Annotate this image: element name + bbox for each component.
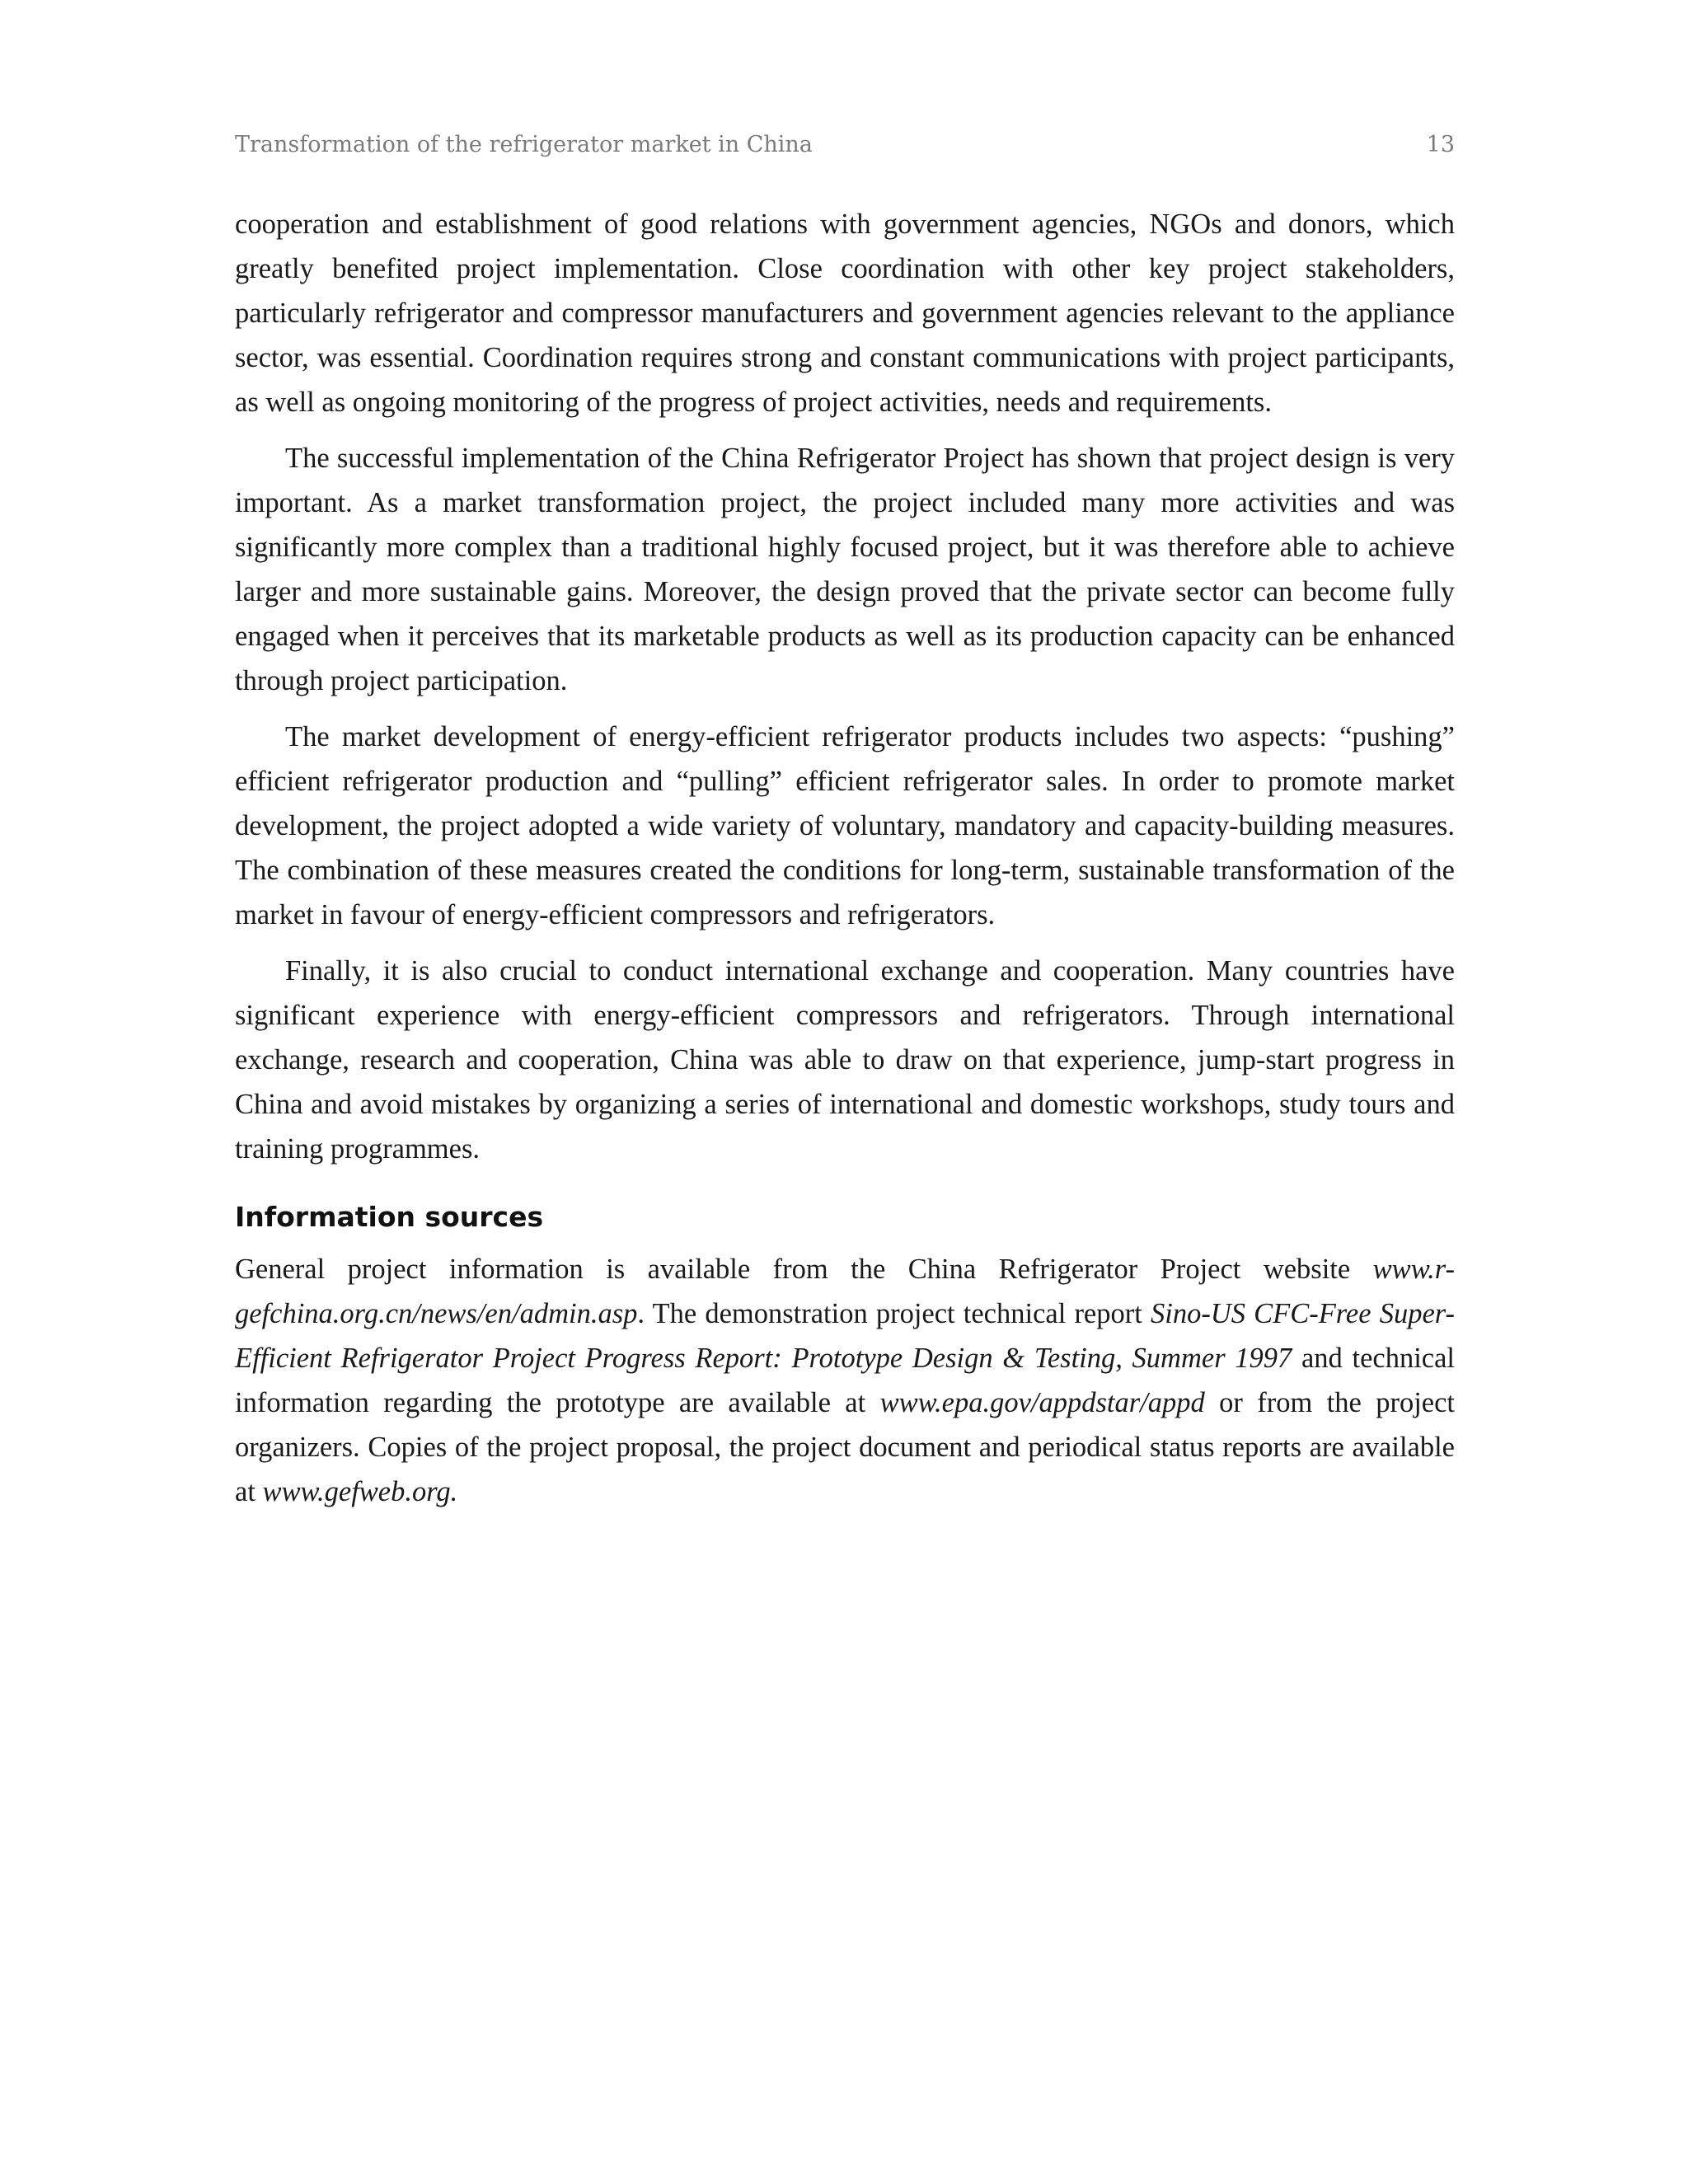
paragraph-project-design: The successful implementation of the China Refrigerator Project has shown that project design is very important. As a market transformation project, the project included many more activities and was significantly more complex than a traditional highly focused project, but it was therefore able to achieve larger and more sustainable gains. Moreover, the design proved that the private sector can become fully engaged when it perceives that its marketable products as well as its production capacity can be enhanced through project participation. xyxy=(235,443,1455,696)
sources-text-4: or from the project organizers. Copies of the project proposal, the project document and periodical status reports are available at xyxy=(235,1387,1455,1507)
section-heading: Information sources xyxy=(235,1201,544,1233)
report-title: Sino-US CFC-Free Super-Efficient Refrigerator Project Progress Report: Prototype Design & Testing, Summer 1997 xyxy=(235,1298,1455,1374)
sources-text-2: . The demonstration project technical report xyxy=(637,1298,1151,1329)
paragraph-international-exchange: Finally, it is also crucial to conduct international exchange and cooperation. Many countries have significant experience with energy-efficient compressors and refrigerators. Through international exchange, research and cooperation, China was able to draw on that experience, jump-start progress in China and avoid mistakes by organizing a series of international and domestic workshops, study tours and training programmes. xyxy=(235,955,1455,1165)
sources-text-1: General project information is available from the China Refrigerator Project website xyxy=(235,1254,1373,1285)
paragraph-continued: cooperation and establishment of good relations with government agencies, NGOs and donors, which greatly benefited project implementation. Close coordination with other key project stakeholders, particularly refrigerator and compressor manufacturers and government agencies relevant to the appliance sector, was essential. Coordination requires strong and constant communications with project participants, as well as ongoing monitoring of the progress of project activities, needs and requirements. xyxy=(235,209,1455,418)
body-text xyxy=(235,202,1455,1514)
sources-text-3: and technical information regarding the prototype are available at xyxy=(235,1343,1455,1418)
paragraph-market-development: The market development of energy-efficient refrigerator products includes two aspects: “pushing” efficient refrigerator production and “pulling” efficient refrigerator sales. In order to promote market development, the project adopted a wide variety of voluntary, mandatory and capacity-building measures. The combination of these measures created the conditions for long-term, sustainable transformation of the market in favour of energy-efficient compressors and refrigerators. xyxy=(235,721,1455,930)
running-title: Transformation of the refrigerator market in China xyxy=(235,132,813,157)
page-number: 13 xyxy=(1426,132,1455,157)
gefweb-link[interactable]: www.gefweb.org. xyxy=(262,1476,458,1507)
running-header xyxy=(235,132,1455,165)
website-link[interactable]: www.r-gefchina.org.cn/news/​en/admin.asp xyxy=(235,1254,1455,1329)
information-sources-paragraph xyxy=(235,1247,1455,1514)
epa-link[interactable]: www.epa.gov/appdstar/appd xyxy=(879,1387,1205,1418)
